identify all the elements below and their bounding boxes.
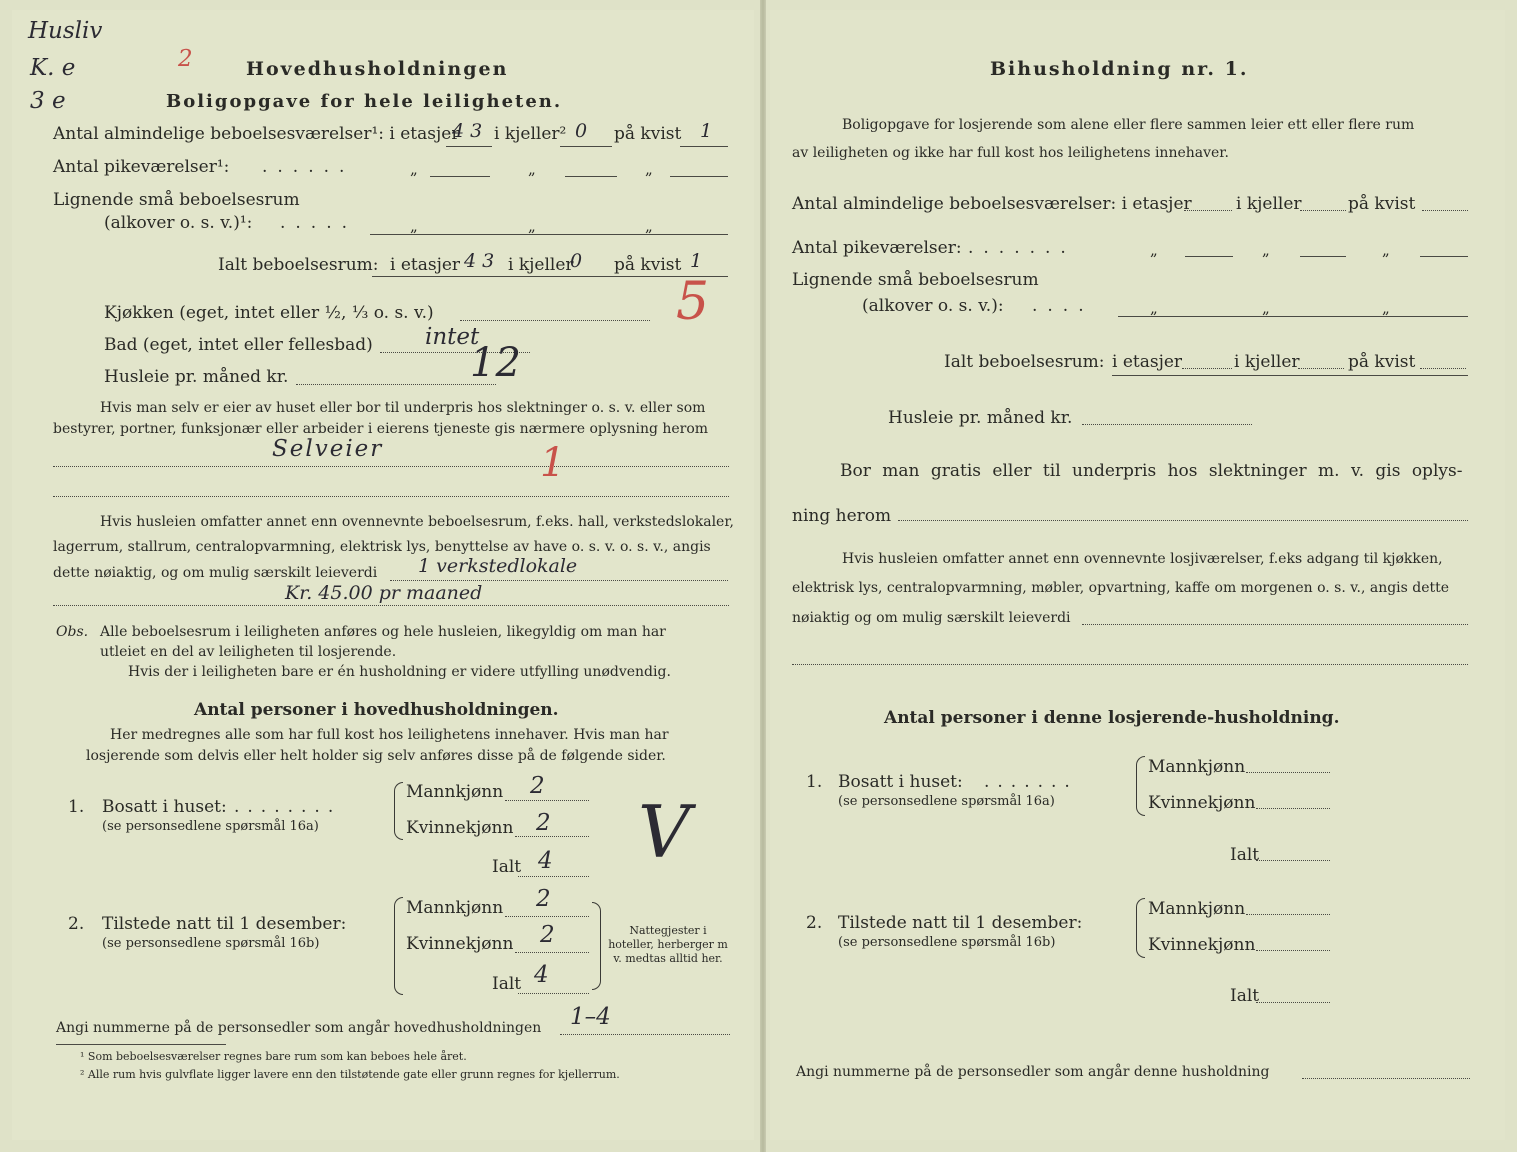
bad-value: intet	[425, 324, 480, 350]
rooms-etasjer-value: 4 3	[452, 120, 483, 142]
handwritten-red-mark: 2	[178, 46, 193, 72]
q2-label: Tilstede natt til 1 desember:	[102, 914, 347, 934]
handwritten-red-five: 5	[676, 272, 710, 332]
husleie-value: 12	[470, 340, 521, 386]
handwritten-check: V	[638, 790, 690, 874]
ialt-etasjer-value: 4 3	[464, 250, 495, 272]
q1-ialt-value: 4	[538, 848, 553, 874]
rooms-label: Antal almindelige beboelsesværelser¹: i etasjer	[53, 124, 460, 144]
alkover-label: (alkover o. s. v.)¹:	[104, 213, 253, 233]
handwritten-corner-note-3: 3 e	[30, 88, 66, 114]
kvist-label: på kvist	[614, 124, 682, 144]
page-subtitle: Boligopgave for hele leiligheten.	[166, 91, 563, 112]
handwritten-corner-note-2: K. e	[30, 55, 76, 81]
rooms-kvist-value: 1	[700, 120, 713, 142]
nattegjester-note: Nattegjester i hoteller, herberger m v. medtas alltid her.	[608, 924, 728, 965]
obs-label: Obs.	[56, 624, 89, 640]
personer-title: Antal personer i hovedhusholdningen.	[194, 700, 559, 720]
rooms-kjeller-value: 0	[575, 120, 588, 142]
pike-label: Antal pikeværelser¹:	[53, 157, 230, 177]
right-pike-label: Antal pikeværelser:	[792, 238, 962, 258]
ialt-kjeller-value: 0	[570, 250, 583, 272]
leieverdi-value-2: Kr. 45.00 pr maaned	[285, 582, 483, 604]
q2-mann-value: 2	[536, 886, 551, 912]
angi-value: 1–4	[570, 1004, 611, 1030]
eier-value: Selveier	[272, 436, 384, 462]
leieverdi-value-1: 1 verkstedlokale	[418, 555, 578, 577]
husleie-label: Husleie pr. måned kr.	[104, 367, 289, 387]
right-q1-label: Bosatt i huset:	[838, 772, 963, 792]
handwritten-corner-note-1: Husliv	[28, 18, 103, 44]
ialt-kvist-value: 1	[690, 250, 703, 272]
q2-ialt-value: 4	[534, 962, 549, 988]
bad-label: Bad (eget, intet eller fellesbad)	[104, 335, 373, 355]
page-title: Hovedhusholdningen	[246, 58, 509, 80]
right-page	[770, 10, 1505, 1140]
angi-label: Angi nummerne på de personsedler som angår hovedhusholdningen	[56, 1020, 542, 1036]
right-angi-label: Angi nummerne på de personsedler som angår denne husholdning	[796, 1064, 1270, 1080]
right-rooms-label: Antal almindelige beboelsesværelser: i etasjer	[792, 194, 1192, 214]
footnote-2: ² Alle rum hvis gulvflate ligger lavere enn den tilstøtende gate eller grunn regnes for kjellerrum.	[80, 1068, 620, 1081]
page-fold	[760, 0, 766, 1152]
footnote-1: ¹ Som beboelsesværelser regnes bare rum som kan beboes hele året.	[80, 1050, 467, 1063]
kjokken-label: Kjøkken (eget, intet eller ½, ⅓ o. s. v.)	[104, 303, 434, 323]
handwritten-red-one: 1	[540, 440, 566, 486]
q1-kvinne-value: 2	[536, 810, 551, 836]
kjeller-label: i kjeller²	[494, 124, 567, 144]
census-form-sheet: Husliv K. e 3 e 2 Hovedhusholdningen Boligopgave for hele leiligheten. Antal almindelige beboelsesværelser¹: i etasjer 4 3 i kjeller² 0 på kvist 1 Antal pikeværelser¹: ...... „ „ „ Lignende små beboelsesrum (alkover o. s. v.)¹: ..... „ „ „ Ialt beboelsesrum: i etasjer 4 3 i kjeller 0 på kvist 1 5 Kjøkken (eget, intet eller ½, ⅓ o. s. v.) Bad (eget, intet eller fellesbad) intet Husleie pr. måned kr. 12 Hvis man selv er eier av huset eller bor til underpris hos slektninger o. s. v. eller som bestyrer, portner, funksjonær eller arbeider i eierens tjeneste gis nærmere oplysning herom Selveier 1 Hvis husleien omfatter annet enn ovennevnte beboelsesrum, f.eks. hall, verkstedslokaler, lagerrum, stallrum, centralopvarmning, elektrisk lys, benyttelse av have o. s. v. o. s. v., angis dette nøiaktig, og om mulig særskilt leieverdi 1 verkstedlokale Kr. 45.00 pr maaned Obs. Alle beboelsesrum i leiligheten anføres og hele husleien, likegyldig om man har utleiet en del av leiligheten til losjerende. Hvis der i leiligheten bare er én husholdning er videre utfylling unødvendig. Antal personer i hovedhusholdningen. Her medregnes alle som har full kost hos leilighetens innehaver. Hvis man har losjerende som delvis eller helt holder sig selv anføres disse på de følgende sider. 1. Bosatt i huset: ........ (se personsedlene spørsmål 16a) Mannkjønn 2 Kvinnekjønn 2 Ialt 4 V 2. Tilstede natt til 1 desember: (se personsedlene spørsmål 16b) Mannkjønn 2 Kvinnekjønn 2 Ialt 4 Nattegjester i hoteller, herberger m v. medtas alltid her. Angi nummerne på de personsedler som angår hovedhusholdningen 1–4 ¹ Som beboelsesværelser regnes bare rum som kan beboes hele året. ² Alle rum hvis gulvflate ligger lavere enn den tilstøtende gate eller grunn regnes for kjellerrum. Bihusholdning nr. 1. Boligopgave for losjerende som alene eller flere sammen leier ett eller flere rum av leiligheten og ikke har full kost hos leilighetens innehaver. Antal almindelige beboelsesværelser: i etasjer i kjeller på kvist Antal pikeværelser: ....... „ „ „ Lignende små beboelsesrum (alkover o. s. v.): .... „ „ „ Ialt beboelsesrum: i etasjer i kjeller på kvist Husleie pr. måned kr. Bor man gratis eller til underpris hos slektninger m. v. gis oplys- ning herom Hvis husleien omfatter annet enn ovennevnte losjiværelser, f.eks adgang til kjøkken, elektrisk lys, centralopvarmning, møbler, opvartning, kaffe om morgenen o. s. v., angis dette nøiaktig og om mulig særskilt leieverdi Antal personer i denne losjerende-husholdning. 1. Bosatt i huset: ....... (se personsedlene spørsmål 16a) Mannkjønn Kvinnekjønn Ialt 2. Tilstede natt til 1 desember: (se personsedlene spørsmål 16b) Mannkjønn Kvinnekjønn Ialt Angi nummerne på de personsedler som angår denne husholdning	[0, 0, 1517, 1152]
lignende-label: Lignende små beboelsesrum	[53, 190, 300, 210]
q2-kvinne-value: 2	[540, 922, 555, 948]
right-personer-title: Antal personer i denne losjerende-husholdning.	[884, 708, 1340, 728]
right-page-title: Bihusholdning nr. 1.	[990, 58, 1249, 80]
q1-mann-value: 2	[530, 773, 545, 799]
q1-label: Bosatt i huset:	[102, 797, 227, 817]
ialt-rooms-label: Ialt beboelsesrum:	[218, 255, 379, 275]
right-husleie-label: Husleie pr. måned kr.	[888, 408, 1073, 428]
right-q2-label: Tilstede natt til 1 desember:	[838, 913, 1083, 933]
